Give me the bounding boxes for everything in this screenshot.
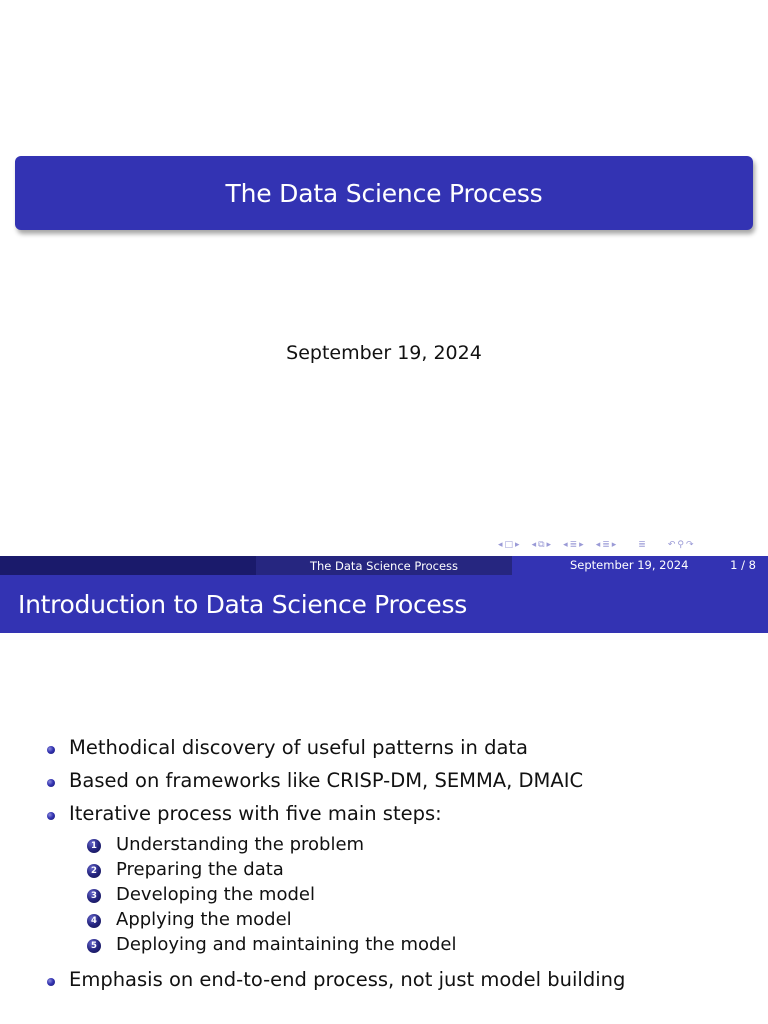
enum-number-icon: 1 <box>87 839 101 853</box>
enum-number-icon: 4 <box>87 914 101 928</box>
list-item <box>0 967 768 997</box>
bullet-text: Iterative process with five main steps: <box>69 802 442 825</box>
bullet-icon <box>47 746 55 754</box>
enum-number-icon: 5 <box>87 939 101 953</box>
frame-title: Introduction to Data Science Process <box>18 589 467 619</box>
list-item <box>0 768 768 798</box>
nav-prev-icon[interactable]: ◂ <box>498 540 503 550</box>
nav-search-icon[interactable]: ⚲ <box>677 540 684 550</box>
navigation-symbols <box>498 538 760 552</box>
title-box <box>15 156 753 230</box>
nav-section-icon[interactable]: ≣ <box>602 540 610 550</box>
enum-item <box>0 909 768 933</box>
enum-item <box>0 834 768 858</box>
enum-item <box>0 859 768 883</box>
nav-subsection-icon[interactable]: ≣ <box>569 540 578 550</box>
list-item <box>0 735 768 765</box>
nav-forward-icon[interactable]: ↷ <box>685 540 694 550</box>
bullet-icon <box>47 812 55 820</box>
footline-title-cell <box>256 556 512 575</box>
nav-frame-icon[interactable]: ⧉ <box>538 540 545 550</box>
nav-document-icon[interactable]: ≣ <box>638 540 646 550</box>
footline-author <box>0 556 256 575</box>
enum-text: Preparing the data <box>116 859 284 880</box>
nav-back-icon[interactable]: ↶ <box>667 540 676 550</box>
bullet-text: Methodical discovery of useful patterns in data <box>69 736 528 759</box>
nav-next-icon[interactable]: ▸ <box>515 540 520 550</box>
enum-item <box>0 934 768 958</box>
footline-title: The Data Science Process <box>309 558 459 573</box>
nav-prev-icon[interactable]: ◂ <box>563 540 568 550</box>
enum-text: Deploying and maintaining the model <box>116 934 457 955</box>
bullet-icon <box>47 779 55 787</box>
frame-title-bar <box>0 575 768 633</box>
enum-number-icon: 3 <box>87 889 101 903</box>
footline-page-number: 1 / 8 <box>730 558 756 572</box>
enum-text: Understanding the problem <box>116 834 365 855</box>
nav-prev-icon[interactable]: ◂ <box>595 540 601 550</box>
footline-date: September 19, 2024 <box>570 558 689 572</box>
bullet-text: Based on frameworks like CRISP-DM, SEMMA, DMAIC <box>69 769 584 792</box>
bullet-icon <box>47 978 55 986</box>
bullet-text: Emphasis on end-to-end process, not just model building <box>69 968 626 991</box>
enum-item <box>0 884 768 908</box>
nav-next-icon[interactable]: ▸ <box>546 540 552 550</box>
nav-frame-icon[interactable]: □ <box>504 540 514 550</box>
footline <box>0 556 768 575</box>
list-item <box>0 801 768 831</box>
nav-next-icon[interactable]: ▸ <box>579 540 584 550</box>
footline-info-cell <box>512 556 768 575</box>
nav-prev-icon[interactable]: ◂ <box>531 540 537 550</box>
enum-number-icon: 2 <box>87 864 101 878</box>
enum-text: Developing the model <box>116 884 315 905</box>
presentation-title: The Data Science Process <box>225 178 543 208</box>
enum-text: Applying the model <box>116 909 292 930</box>
nav-next-icon[interactable]: ▸ <box>611 540 617 550</box>
presentation-date: September 19, 2024 <box>286 342 482 364</box>
